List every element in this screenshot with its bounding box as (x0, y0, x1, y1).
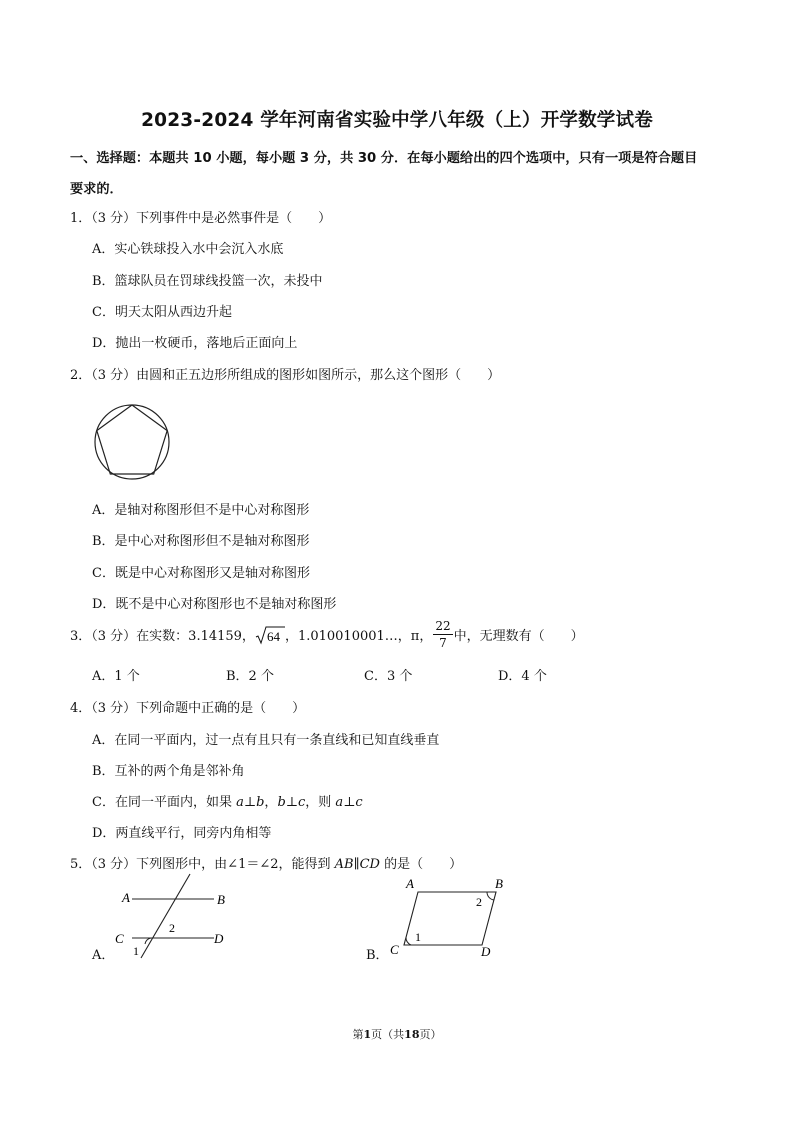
point-c-label: C (390, 942, 399, 957)
question-4-option-a: A．在同一平面内，过一点有且只有一条直线和已知直线垂直 (92, 733, 440, 748)
var-c: c (298, 795, 306, 810)
option-c-prefix: C．在同一平面内，如果 (92, 795, 237, 810)
section-instructions-line2: 要求的． (70, 182, 123, 197)
angle-2-label: 2 (169, 921, 175, 935)
segment-ab: AB (334, 857, 354, 872)
question-3-stem-end: 中，无理数有（ ） (453, 629, 584, 644)
question-2-option-b: B．是中心对称图形但不是轴对称图形 (92, 534, 310, 549)
var-b: b (277, 795, 286, 810)
figure-b-parallelogram (384, 872, 524, 962)
question-1-option-c: C．明天太阳从西边升起 (92, 305, 232, 320)
footer-prefix: 第 (352, 1028, 364, 1041)
angle-1-label: 1 (415, 930, 421, 944)
fraction-22-7 (433, 620, 452, 649)
point-b-label: B (495, 876, 503, 891)
then-text: ，则 (305, 795, 336, 810)
fraction-denominator: 7 (439, 636, 447, 650)
question-2-option-a: A．是轴对称图形但不是中心对称图形 (92, 503, 310, 518)
question-4-option-b: B．互补的两个角是邻补角 (92, 764, 245, 779)
question-2-option-d: D．既不是中心对称图形也不是轴对称图形 (92, 597, 337, 612)
sqrt-expression (255, 625, 285, 645)
perp-symbol: ⊥ (285, 795, 298, 810)
question-4-option-c (92, 791, 363, 810)
comma: ， (264, 795, 278, 810)
sqrt-radicand: 64 (266, 628, 280, 644)
var-c: c (355, 795, 363, 810)
question-3-option-b: B．2 个 (226, 669, 274, 684)
var-a: a (236, 795, 244, 810)
question-3-option-a: A．1 个 (92, 669, 140, 684)
var-a: a (335, 795, 344, 810)
point-a-label: A (406, 876, 414, 891)
question-5-stem-start: 5．（3 分）下列图形中，由∠1＝∠2，能得到 (70, 857, 335, 872)
figure-a-transversal (108, 872, 238, 962)
page-title: 2023-2024 学年河南省实验中学八年级（上）开学数学试卷 (141, 110, 653, 131)
current-page-number: 1 (363, 1028, 372, 1041)
question-4-stem: 4．（3 分）下列命题中正确的是（ ） (70, 701, 306, 716)
point-d-label: D (214, 931, 224, 946)
angle-1-label: 1 (133, 944, 139, 958)
question-3-stem-start: 3．（3 分）在实数：3.14159， (70, 629, 255, 644)
parallel-symbol: ∥ (353, 857, 360, 872)
circle-pentagon-figure (92, 402, 172, 482)
question-1-option-a: A．实心铁球投入水中会沉入水底 (92, 242, 284, 257)
question-5-option-a-label: A． (92, 948, 115, 963)
perp-symbol: ⊥ (243, 795, 257, 810)
footer-middle: 页（共 (371, 1028, 405, 1041)
question-1-stem: 1．（3 分）下列事件中是必然事件是（ ） (70, 211, 332, 226)
fraction-numerator: 22 (435, 619, 451, 633)
var-b: b (256, 795, 265, 810)
question-3-option-d: D．4 个 (498, 669, 547, 684)
footer-suffix: 页） (419, 1028, 442, 1041)
point-c-label: C (115, 931, 124, 946)
section-instructions-line1: 一、选择题：本题共 10 小题，每小题 3 分，共 30 分．在每小题给出的四个选项中，只有一项是符合题目 (70, 151, 698, 166)
question-5-option-b-label: B． (366, 948, 389, 963)
total-pages: 18 (404, 1028, 420, 1041)
question-3-option-c: C．3 个 (364, 669, 413, 684)
question-4-option-d: D．两直线平行，同旁内角相等 (92, 826, 272, 841)
question-3-stem (70, 620, 584, 649)
perp-symbol: ⊥ (343, 795, 356, 810)
segment-cd: CD (359, 857, 380, 872)
question-5-stem-end: 的是（ ） (379, 857, 463, 872)
angle-2-label: 2 (476, 895, 482, 909)
question-2-stem: 2．（3 分）由圆和正五边形所组成的图形如图所示，那么这个图形（ ） (70, 368, 501, 383)
question-2-option-c: C．既是中心对称图形又是轴对称图形 (92, 566, 310, 581)
question-1-option-b: B．篮球队员在罚球线投篮一次，未投中 (92, 274, 323, 289)
question-5-stem (70, 853, 462, 872)
point-a-label: A (122, 890, 130, 905)
point-b-label: B (217, 892, 225, 907)
sqrt-icon (255, 625, 285, 645)
question-3-stem-middle: ，1.010010001…，π， (284, 629, 433, 644)
point-d-label: D (481, 944, 491, 959)
page-footer (0, 1026, 794, 1042)
question-1-option-d: D．抛出一枚硬币，落地后正面向上 (92, 336, 298, 351)
